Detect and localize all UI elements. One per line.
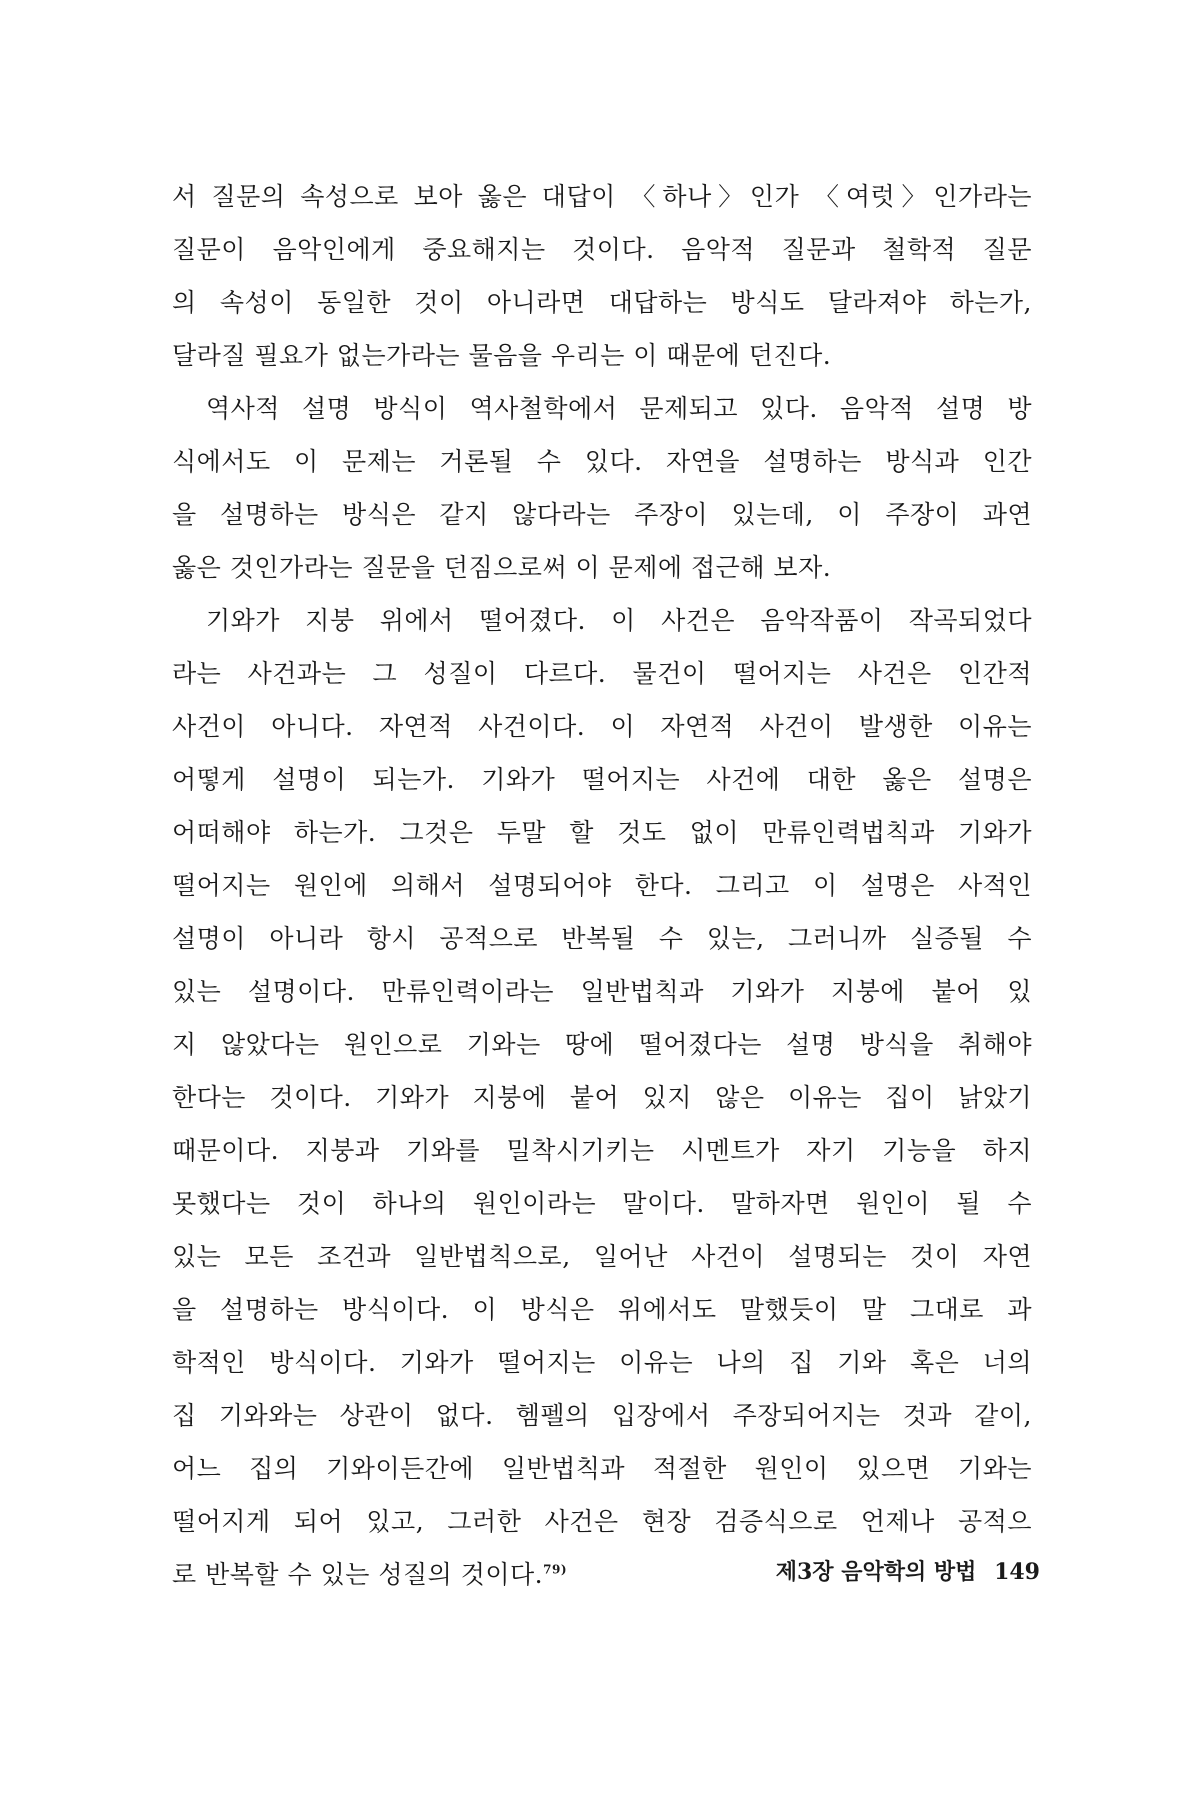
text-line: 어떠해야 하는가. 그것은 두말 할 것도 없이 만류인력법칙과 기와가	[172, 818, 1032, 847]
page-number: 149	[994, 1559, 1040, 1585]
text-line: 어느 집의 기와이든간에 일반법칙과 적절한 원인이 있으면 기와는	[172, 1454, 1032, 1483]
text-line: 떨어지게 되어 있고, 그러한 사건은 현장 검증식으로 언제나 공적으	[172, 1507, 1032, 1536]
text-line: 떨어지는 원인에 의해서 설명되어야 한다. 그리고 이 설명은 사적인	[172, 871, 1032, 900]
running-footer	[740, 1555, 1040, 1586]
text-line: 식에서도 이 문제는 거론될 수 있다. 자연을 설명하는 방식과 인간	[172, 447, 1032, 476]
text-line: 라는 사건과는 그 성질이 다르다. 물건이 떨어지는 사건은 인간적	[172, 659, 1032, 688]
text-line: 질문이 음악인에게 중요해지는 것이다. 음악적 질문과 철학적 질문	[172, 235, 1032, 264]
text-line: 있는 모든 조건과 일반법칙으로, 일어난 사건이 설명되는 것이 자연	[172, 1242, 1032, 1271]
text-line: 사건이 아니다. 자연적 사건이다. 이 자연적 사건이 발생한 이유는	[172, 712, 1032, 741]
text-line: 달라질 필요가 없는가라는 물음을 우리는 이 때문에 던진다.	[172, 341, 832, 370]
text-line: 을 설명하는 방식이다. 이 방식은 위에서도 말했듯이 말 그대로 과	[172, 1295, 1032, 1324]
body-text	[172, 170, 1032, 1601]
text-line: 못했다는 것이 하나의 원인이라는 말이다. 말하자면 원인이 될 수	[172, 1189, 1032, 1218]
text-line: 의 속성이 동일한 것이 아니라면 대답하는 방식도 달라져야 하는가,	[172, 288, 1032, 317]
text-line: 때문이다. 지붕과 기와를 밀착시기키는 시멘트가 자기 기능을 하지	[172, 1136, 1032, 1165]
text-line: 설명이 아니라 항시 공적으로 반복될 수 있는, 그러니까 실증될 수	[172, 924, 1032, 953]
text-line: 있는 설명이다. 만류인력이라는 일반법칙과 기와가 지붕에 붙어 있	[172, 977, 1032, 1006]
paragraph-start-line: 역사적 설명 방식이 역사철학에서 문제되고 있다. 음악적 설명 방	[206, 394, 1032, 423]
text-line: 을 설명하는 방식은 같지 않다라는 주장이 있는데, 이 주장이 과연	[172, 500, 1032, 529]
last-line-text: 로 반복할 수 있는 성질의 것이다.	[172, 1560, 544, 1589]
text-line: 집 기와와는 상관이 없다. 헴펠의 입장에서 주장되어지는 것과 같이,	[172, 1401, 1032, 1430]
text-line: 어떻게 설명이 되는가. 기와가 떨어지는 사건에 대한 옳은 설명은	[172, 765, 1032, 794]
text-line: 한다는 것이다. 기와가 지붕에 붙어 있지 않은 이유는 집이 낡았기	[172, 1083, 1032, 1112]
footnote-reference[interactable]: 79)	[543, 1562, 568, 1577]
text-line: 지 않았다는 원인으로 기와는 땅에 떨어졌다는 설명 방식을 취해야	[172, 1030, 1032, 1059]
text-line: 학적인 방식이다. 기와가 떨어지는 이유는 나의 집 기와 혹은 너의	[172, 1348, 1032, 1377]
chapter-title: 제3장 음악학의 방법	[775, 1559, 977, 1585]
text-line: 서 질문의 속성으로 보아 옳은 대답이 〈하나〉인가 〈여럿〉인가라는	[172, 182, 1032, 211]
paragraph-start-line: 기와가 지붕 위에서 떨어졌다. 이 사건은 음악작품이 작곡되었다	[206, 606, 1032, 635]
text-line: 옳은 것인가라는 질문을 던짐으로써 이 문제에 접근해 보자.	[172, 553, 832, 582]
